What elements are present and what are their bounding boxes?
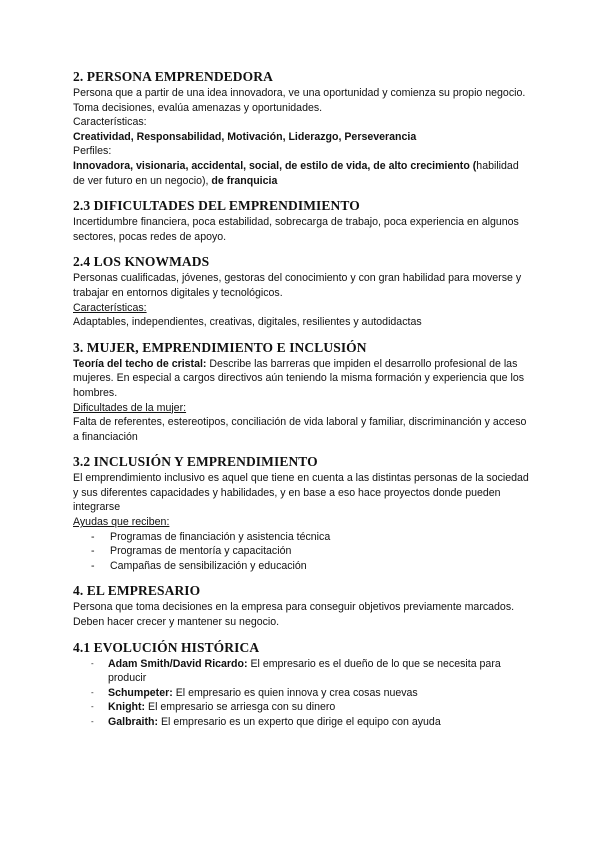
section-empresario xyxy=(73,582,533,629)
section-title: 2.3 DIFICULTADES DEL EMPRENDIMIENTO xyxy=(73,198,360,214)
label: Características: xyxy=(73,116,147,129)
list-item xyxy=(73,715,533,730)
label: Características: xyxy=(73,301,147,314)
aid-list xyxy=(73,530,533,574)
section-mujer xyxy=(73,339,533,445)
paragraph: Falta de referentes, estereotipos, conciliación de vida laboral y familiar, discriminanción y acceso a financiación xyxy=(73,416,527,443)
paragraph: Incertidumbre financiera, poca estabilidad, sobrecarga de trabajo, poca experiencia en algunos sectores, pocas redes de apoyo. xyxy=(73,216,519,243)
paren-open: ( xyxy=(472,159,477,172)
profiles-bold: Innovadora, visionaria, accidental, social, de estilo de vida, de alto crecimiento xyxy=(73,159,470,172)
item-text: El empresario es quien innova y crea cosas nuevas xyxy=(172,686,418,699)
list-item xyxy=(73,686,533,701)
author: Knight: xyxy=(108,701,146,714)
section-title: 2. PERSONA EMPRENDEDORA xyxy=(73,69,273,84)
paragraph xyxy=(73,357,533,401)
label: Ayudas que reciben: xyxy=(73,516,170,529)
section-dificultades xyxy=(73,197,533,244)
list-item: - Programas de mentoría y capacitación xyxy=(73,544,533,559)
author: Adam Smith/David Ricardo: xyxy=(108,657,248,670)
term: Teoría del techo de cristal: xyxy=(73,357,207,370)
profiles-note: habilidad de ver futuro en un negocio), xyxy=(73,159,519,187)
list-item xyxy=(73,657,533,686)
term-desc: Describe las barreras que impiden el desarrollo profesional de las mujeres. En especial a cargos directivos aún teniendo la misma formación y experiencia que los hombres. xyxy=(73,357,525,399)
item-text: El empresario es un experto que dirige el equipo con ayuda xyxy=(158,716,441,728)
section-inclusion xyxy=(73,453,533,573)
paragraph: Persona que a partir de una idea innovadora, ve una oportunidad y comienza su propio negocio. Toma decisiones, evalúa amenazas y oportunidades. xyxy=(73,87,526,114)
section-knowmads xyxy=(73,253,533,329)
characteristics-list: Creatividad, Responsabilidad, Motivación, Liderazgo, Perseverancia xyxy=(73,130,417,143)
characteristics-list: Adaptables, independientes, creativas, digitales, resilientes y autodidactas xyxy=(73,316,422,329)
list-item xyxy=(73,700,533,715)
profiles-list xyxy=(73,159,533,188)
history-list xyxy=(73,657,533,730)
author: Galbraith: xyxy=(108,716,159,728)
paragraph: Personas cualificadas, jóvenes, gestoras del conocimiento y con gran habilidad para moverse y trabajar en entornos digitales y tecnológicos. xyxy=(73,272,522,299)
author: Schumpeter: xyxy=(108,686,173,699)
section-title: 4. EL EMPRESARIO xyxy=(73,583,201,599)
item-text: El empresario es el dueño de lo que se necesita para producir xyxy=(108,657,501,685)
document-page xyxy=(73,68,533,739)
section-title: 3.2 INCLUSIÓN Y EMPRENDIMIENTO xyxy=(73,454,318,470)
section-title: 2.4 LOS KNOWMADS xyxy=(73,254,210,270)
section-title: 3. MUJER, EMPRENDIMIENTO E INCLUSIÓN xyxy=(73,339,367,355)
item-text: El empresario se arriesga con su dinero xyxy=(145,701,336,714)
label: Dificultades de la mujer: xyxy=(73,401,187,414)
list-item: - Campañas de sensibilización y educación xyxy=(73,559,533,574)
list-item: - Programas de financiación y asistencia técnica xyxy=(73,530,533,545)
paragraph: Persona que toma decisiones en la empresa para conseguir objetivos previamente marcados. Deben hacer crecer y mantener su negocio. xyxy=(73,601,515,629)
label: Perfiles: xyxy=(73,145,112,158)
section-persona-emprendedora xyxy=(73,68,533,188)
paragraph: El emprendimiento inclusivo es aquel que tiene en cuenta a las distintas personas de la sociedad y sus diferentes capacidades y habilidades, y en base a eso hace proyectos donde pueden integrarse xyxy=(73,472,529,514)
profiles-last: de franquicia xyxy=(211,174,278,187)
section-evolucion xyxy=(73,639,533,730)
section-title: 4.1 EVOLUCIÓN HISTÓRICA xyxy=(73,639,260,655)
